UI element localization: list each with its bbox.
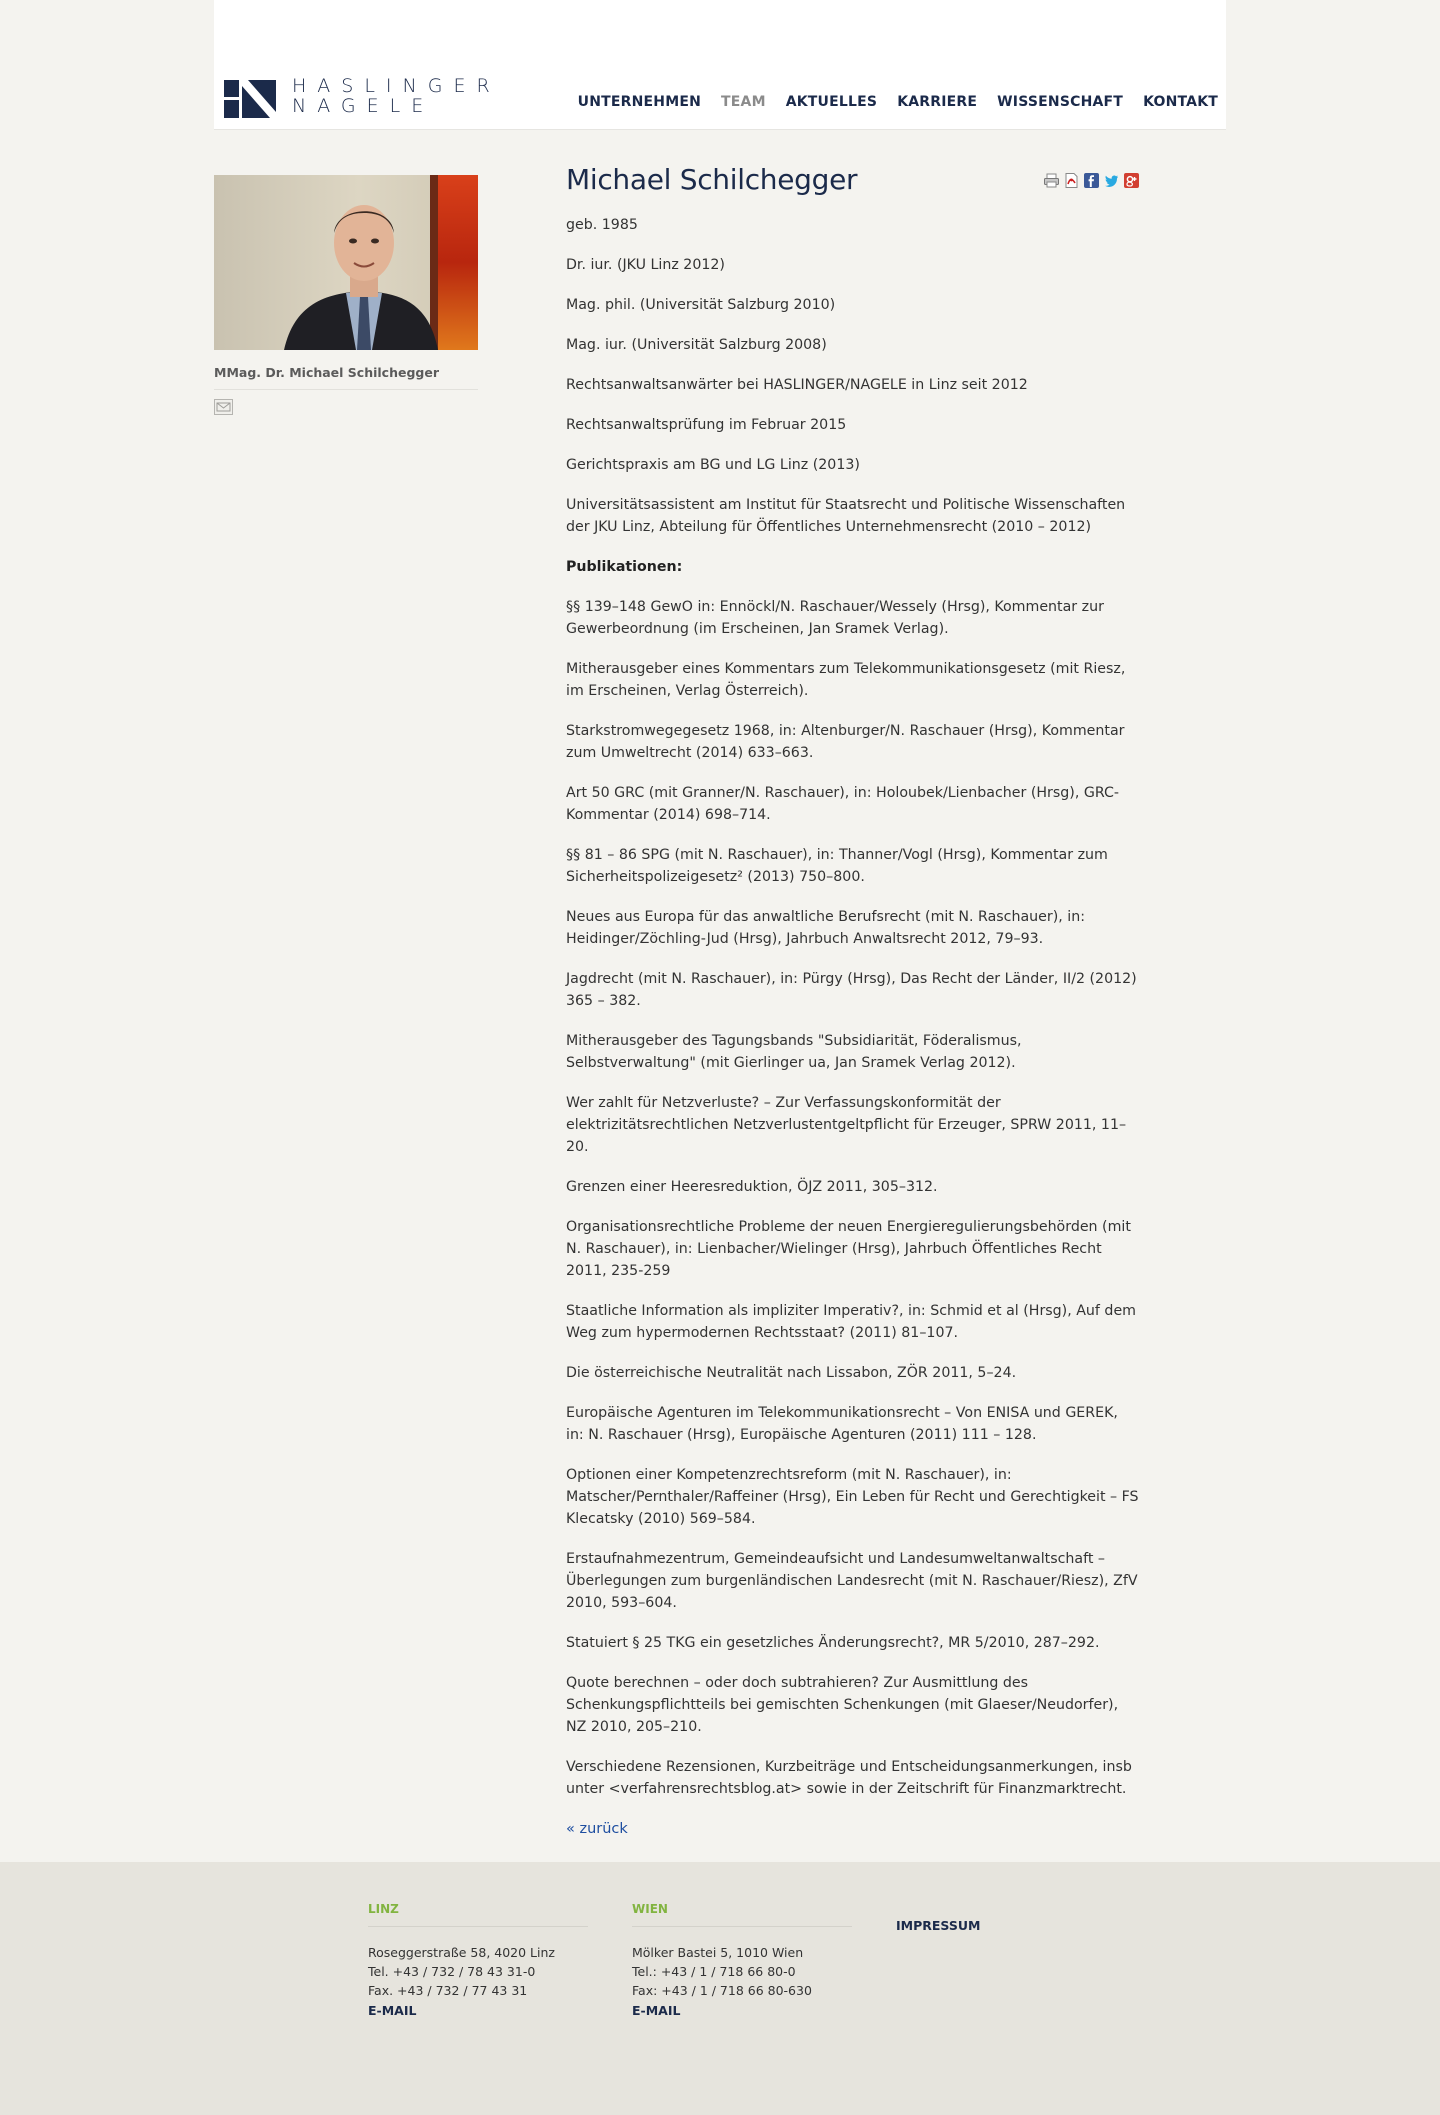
publication-item: Verschiedene Rezensionen, Kurzbeiträge und Entscheidungsanmerkungen, insb unter <verfahrensrechtsblog.at> sowie in der Zeitschrift für Finanzmarktrecht. (566, 1759, 1132, 1797)
nav-item-aktuelles[interactable]: AKTUELLES (785, 94, 878, 110)
publication-item: Optionen einer Kompetenzrechtsreform (mit N. Raschauer), in: Matscher/Pernthaler/Raffeiner (Hrsg), Ein Leben für Recht und Gerechtigkeit – FS Klecatsky (2010) 569–584. (566, 1467, 1139, 1527)
cv-item: geb. 1985 (566, 217, 638, 233)
footer-linz (368, 1902, 588, 2020)
footer-tel: Tel.: +43 / 1 / 718 66 80-0 (632, 1964, 796, 1979)
site-footer (0, 1862, 1440, 2115)
profile-text (566, 214, 1140, 1840)
publication-item: Staatliche Information als impliziter Imperativ?, in: Schmid et al (Hrsg), Auf dem Weg zum hypermodernen Rechtsstaat? (2011) 81–107. (566, 1303, 1136, 1341)
nav-item-unternehmen[interactable]: UNTERNEHMEN (577, 94, 702, 110)
logo-mark-icon (224, 80, 276, 118)
footer-heading-linz: LINZ (368, 1902, 588, 1927)
site-logo[interactable] (224, 76, 524, 121)
nav-item-team[interactable]: TEAM (721, 94, 766, 110)
nav-item-karriere[interactable]: KARRIERE (897, 94, 978, 110)
footer-address: Roseggerstraße 58, 4020 Linz (368, 1945, 555, 1960)
google-plus-icon[interactable] (1123, 172, 1140, 189)
publication-item: Erstaufnahmezentrum, Gemeindeaufsicht und Landesumweltanwaltschaft – Überlegungen zum burgenländischen Landesrecht (mit N. Raschauer/Riesz), ZfV 2010, 593–604. (566, 1551, 1138, 1611)
main-nav (578, 94, 1218, 110)
profile-sidebar (214, 175, 478, 415)
footer-address: Mölker Bastei 5, 1010 Wien (632, 1945, 804, 1960)
logo-wordmark (292, 76, 501, 116)
publication-item: Jagdrecht (mit N. Raschauer), in: Pürgy (Hrsg), Das Recht der Länder, II/2 (2012) 365 – 382. (566, 971, 1137, 1009)
publication-item: §§ 81 – 86 SPG (mit N. Raschauer), in: Thanner/Vogl (Hrsg), Kommentar zum Sicherheitspolizeigesetz² (2013) 750–800. (566, 847, 1108, 885)
publication-item: Wer zahlt für Netzverluste? – Zur Verfassungskonformität der elektrizitätsrechtlichen Netzverlustentgeltpflicht für Erzeuger, SPRW 2011, 11–20. (566, 1095, 1127, 1155)
publication-item: Mitherausgeber des Tagungsbands "Subsidiarität, Föderalismus, Selbstverwaltung" (mit Gierlinger ua, Jan Sramek Verlag 2012). (566, 1033, 1022, 1071)
publication-item: Organisationsrechtliche Probleme der neuen Energieregulierungsbehörden (mit N. Raschauer), in: Lienbacher/Wielinger (Hrsg), Jahrbuch Öffentliches Recht 2011, 235-259 (566, 1219, 1131, 1279)
nav-item-wissenschaft[interactable]: WISSENSCHAFT (997, 94, 1124, 110)
publication-item: Europäische Agenturen im Telekommunikationsrecht – Von ENISA und GEREK, in: N. Raschauer (Hrsg), Europäische Agenturen (2011) 111 – 128. (566, 1405, 1118, 1443)
cv-item: Universitätsassistent am Institut für Staatsrecht und Politische Wissenschaften der JKU Linz, Abteilung für Öffentliches Unternehmensrecht (2010 – 2012) (566, 497, 1126, 535)
publication-item: Mitherausgeber eines Kommentars zum Telekommunikationsgesetz (mit Riesz, im Erscheinen, Verlag Österreich). (566, 661, 1126, 699)
footer-email-link[interactable]: E-MAIL (632, 2003, 681, 2018)
photo-caption: MMag. Dr. Michael Schilchegger (214, 365, 478, 390)
publication-item: Die österreichische Neutralität nach Lissabon, ZÖR 2011, 5–24. (566, 1365, 1017, 1381)
footer-fax: Fax: +43 / 1 / 718 66 80-630 (632, 1983, 812, 1998)
publication-item: §§ 139–148 GewO in: Ennöckl/N. Raschauer/Wessely (Hrsg), Kommentar zur Gewerbeordnung (im Erscheinen, Jan Sramek Verlag). (566, 599, 1104, 637)
page-title: Michael Schilchegger (566, 163, 858, 196)
envelope-icon[interactable] (214, 399, 233, 415)
footer-heading-wien: WIEN (632, 1902, 852, 1927)
back-link[interactable]: « zurück (566, 1821, 628, 1837)
impressum-link[interactable]: IMPRESSUM (896, 1918, 981, 1933)
footer-fax: Fax. +43 / 732 / 77 43 31 (368, 1983, 528, 1998)
publication-item: Art 50 GRC (mit Granner/N. Raschauer), in: Holoubek/Lienbacher (Hrsg), GRC-Kommentar (2014) 698–714. (566, 785, 1120, 823)
pdf-icon[interactable] (1063, 172, 1080, 189)
cv-item: Mag. iur. (Universität Salzburg 2008) (566, 337, 827, 353)
cv-item: Gerichtspraxis am BG und LG Linz (2013) (566, 457, 860, 473)
profile-photo (214, 175, 478, 350)
footer-email-link[interactable]: E-MAIL (368, 2003, 417, 2018)
cv-item: Mag. phil. (Universität Salzburg 2010) (566, 297, 836, 313)
logo-line-1: HASLINGER (292, 75, 501, 97)
twitter-icon[interactable] (1103, 172, 1120, 189)
logo-line-2: NAGELE (292, 95, 435, 117)
publication-item: Statuiert § 25 TKG ein gesetzliches Änderungsrecht?, MR 5/2010, 287–292. (566, 1635, 1100, 1651)
print-icon[interactable] (1043, 172, 1060, 189)
cv-item: Dr. iur. (JKU Linz 2012) (566, 257, 725, 273)
publication-item: Grenzen einer Heeresreduktion, ÖJZ 2011, 305–312. (566, 1179, 938, 1195)
publications-heading: Publikationen: (566, 559, 683, 575)
footer-tel: Tel. +43 / 732 / 78 43 31-0 (368, 1964, 536, 1979)
facebook-icon[interactable] (1083, 172, 1100, 189)
nav-item-kontakt[interactable]: KONTAKT (1143, 94, 1218, 110)
cv-item: Rechtsanwaltsprüfung im Februar 2015 (566, 417, 847, 433)
share-toolbar (1043, 172, 1140, 189)
site-header (214, 0, 1226, 130)
profile-main (566, 160, 1140, 1840)
publication-item: Starkstromwegegesetz 1968, in: Altenburger/N. Raschauer (Hrsg), Kommentar zum Umweltrecht (2014) 633–663. (566, 723, 1125, 761)
footer-wien (632, 1902, 852, 2020)
publication-item: Neues aus Europa für das anwaltliche Berufsrecht (mit N. Raschauer), in: Heidinger/Zöchling-Jud (Hrsg), Jahrbuch Anwaltsrecht 2012, 79–93. (566, 909, 1085, 947)
publication-item: Quote berechnen – oder doch subtrahieren? Zur Ausmittlung des Schenkungspflichtteils bei gemischten Schenkungen (mit Glaeser/Neudorfer), NZ 2010, 205–210. (566, 1675, 1119, 1735)
cv-item: Rechtsanwaltsanwärter bei HASLINGER/NAGELE in Linz seit 2012 (566, 377, 1028, 393)
